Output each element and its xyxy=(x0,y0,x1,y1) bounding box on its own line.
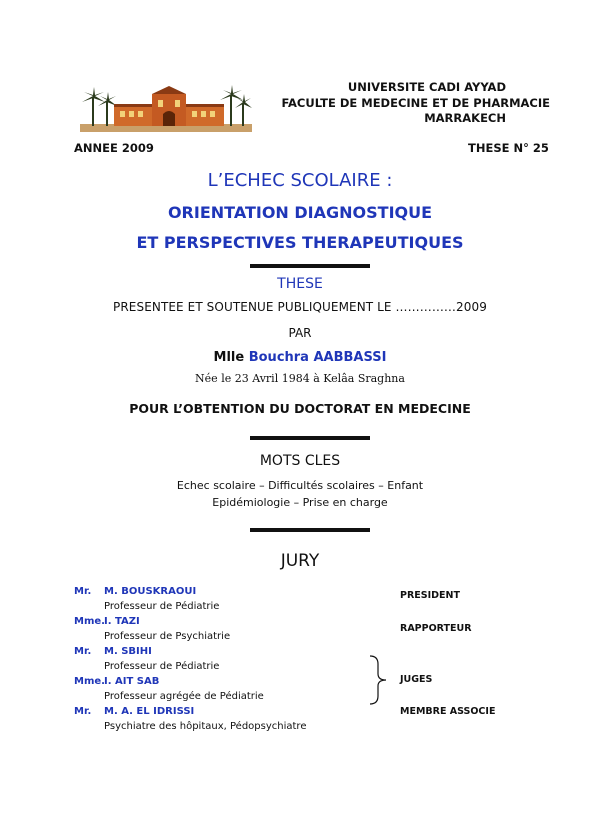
jury-member-position: Professeur de Pédiatrie xyxy=(104,661,220,672)
jury-member-fullname: M. BOUSKRAOUI xyxy=(104,586,197,597)
title-line-1: L’ECHEC SCOLAIRE : xyxy=(207,170,393,191)
university-name: UNIVERSITE CADI AYYAD xyxy=(347,80,506,94)
presentation-line: PRESENTEE ET SOUTENUE PUBLIQUEMENT LE ……………2009 xyxy=(113,300,487,314)
jury-title: JURY xyxy=(280,551,320,571)
role-rapporteur: RAPPORTEUR xyxy=(400,623,472,634)
jury-member-title: Mme. xyxy=(74,676,105,687)
jury-member-position: Professeur agrégée de Pédiatrie xyxy=(104,691,264,702)
candidate-prefix: Mlle xyxy=(213,350,249,365)
thesis-label: THESE xyxy=(277,276,323,292)
jury-member-name xyxy=(74,706,194,717)
jury-member-title: Mme. xyxy=(74,616,105,627)
faculty-name: FACULTE DE MEDECINE ET DE PHARMACIE xyxy=(281,95,550,110)
jury-member-name xyxy=(74,676,159,687)
jury-member-position: Psychiatre des hôpitaux, Pédopsychiatre xyxy=(104,721,307,732)
divider xyxy=(250,264,370,268)
jury-member-name xyxy=(74,586,196,597)
candidate-name: Bouchra AABBASSI xyxy=(248,350,387,365)
year-label: ANNEE 2009 xyxy=(74,141,154,155)
keywords-line-1: Echec scolaire – Difficultés scolaires – Enfant xyxy=(176,479,424,492)
keywords-line-2: Epidémiologie – Prise en charge xyxy=(212,496,388,509)
city-name: MARRAKECH xyxy=(424,111,506,125)
candidate xyxy=(0,350,600,365)
jury-member-fullname: M. A. EL IDRISSI xyxy=(104,706,195,717)
role-juges: JUGES xyxy=(400,674,433,685)
jury-member-fullname: M. SBIHI xyxy=(104,646,152,657)
birth-info: Née le 23 Avril 1984 à Kelâa Sraghna xyxy=(195,372,405,385)
divider xyxy=(250,436,370,440)
role-president: PRESIDENT xyxy=(400,590,460,601)
purpose-line: POUR L’OBTENTION DU DOCTORAT EN MEDECINE xyxy=(129,401,471,416)
title-line-3: ET PERSPECTIVES THERAPEUTIQUES xyxy=(136,233,464,252)
jury-member-position: Professeur de Psychiatrie xyxy=(104,631,231,642)
jury-member-name xyxy=(74,646,152,657)
jury-member-fullname: I. TAZI xyxy=(104,616,140,627)
thesis-number: THESE N° 25 xyxy=(468,141,549,155)
divider xyxy=(250,528,370,532)
jury-member-position: Professeur de Pédiatrie xyxy=(104,601,220,612)
jury-member-fullname: I. AIT SAB xyxy=(104,676,160,687)
role-membre-associe: MEMBRE ASSOCIE xyxy=(400,706,496,717)
jury-member-title: Mr. xyxy=(74,646,92,657)
jury-member-title: Mr. xyxy=(74,706,92,717)
jury-member-title: Mr. xyxy=(74,586,92,597)
keywords-title: MOTS CLES xyxy=(259,453,341,469)
curly-brace-icon xyxy=(368,654,388,706)
faculty-building-logo xyxy=(80,84,252,132)
university-block xyxy=(281,80,550,127)
title-line-2: ORIENTATION DIAGNOSTIQUE xyxy=(167,203,433,222)
par-label: PAR xyxy=(288,326,312,340)
jury-member-name xyxy=(74,616,140,627)
